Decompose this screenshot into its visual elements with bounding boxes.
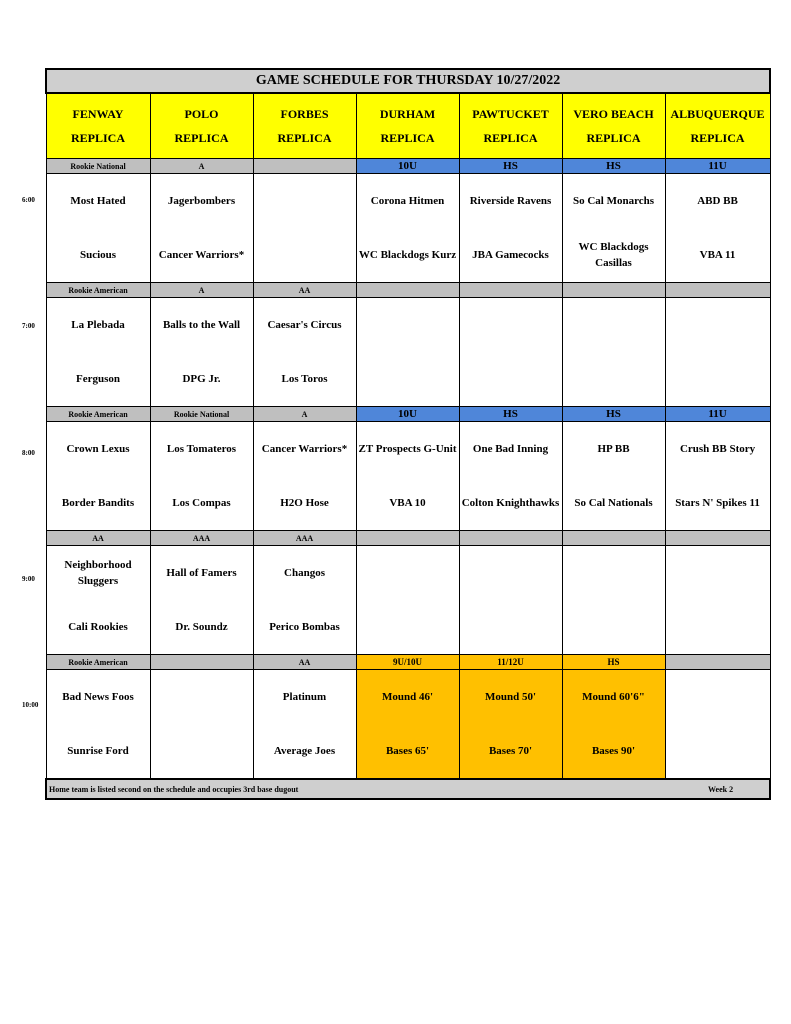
division-label	[562, 283, 665, 298]
field-header: DURHAM REPLICA	[356, 93, 459, 159]
field-header: POLO REPLICA	[150, 93, 253, 159]
division-label: 9U/10U	[356, 655, 459, 670]
mound-distance: Mound 50'	[484, 691, 537, 703]
home-team: Border Bandits	[61, 497, 135, 509]
game-cell	[665, 546, 770, 655]
time-label: 8:00	[22, 449, 35, 457]
away-team	[460, 546, 562, 600]
away-team: Most Hated	[70, 195, 126, 207]
away-team: Changos	[284, 567, 325, 579]
away-team	[357, 298, 459, 352]
home-team	[666, 600, 770, 654]
away-team: HP BB	[597, 443, 630, 455]
division-label: 11/12U	[459, 655, 562, 670]
game-cell	[665, 670, 770, 780]
division-label: AA	[253, 283, 356, 298]
game-cell	[356, 174, 459, 283]
division-label: Rookie National	[150, 407, 253, 422]
division-label	[459, 283, 562, 298]
base-distance: Bases 90'	[591, 745, 636, 757]
home-team: Cancer Warriors*	[158, 249, 245, 261]
away-team	[666, 546, 770, 600]
home-team	[151, 724, 253, 778]
game-cell	[150, 298, 253, 407]
game-cell	[356, 422, 459, 531]
game-cell	[46, 670, 150, 780]
field-header: ALBUQUERQUE REPLICA	[665, 93, 770, 159]
field-dimensions-cell	[459, 670, 562, 780]
division-label	[356, 283, 459, 298]
division-label: A	[150, 159, 253, 174]
game-cell	[459, 174, 562, 283]
game-cell	[46, 298, 150, 407]
division-label: HS	[562, 407, 665, 422]
home-team	[563, 352, 665, 406]
away-team	[151, 670, 253, 724]
game-cell	[562, 174, 665, 283]
away-team: Crush BB Story	[679, 443, 756, 455]
away-team	[254, 174, 356, 228]
division-label: HS	[562, 159, 665, 174]
time-label: 9:00	[22, 575, 35, 583]
mound-distance: Mound 46'	[381, 691, 434, 703]
home-team: DPG Jr.	[182, 373, 221, 385]
home-team: Dr. Soundz	[175, 621, 228, 633]
game-cell	[150, 670, 253, 780]
division-label: A	[150, 283, 253, 298]
home-team: Perico Bombas	[269, 621, 340, 633]
away-team: Bad News Foos	[62, 691, 134, 703]
home-team: Los Toros	[281, 373, 328, 385]
game-cell	[46, 422, 150, 531]
home-team: JBA Gamecocks	[472, 249, 549, 261]
home-team	[666, 352, 770, 406]
home-team: VBA 11	[699, 249, 736, 261]
game-cell	[665, 298, 770, 407]
away-team	[666, 298, 770, 352]
home-team: WC Blackdogs Casillas	[578, 241, 649, 269]
division-label: AA	[46, 531, 150, 546]
time-label: 10:00	[22, 701, 39, 709]
division-label: HS	[459, 407, 562, 422]
division-label: Rookie National	[46, 159, 150, 174]
away-team	[460, 298, 562, 352]
home-team	[563, 600, 665, 654]
time-label: 7:00	[22, 322, 35, 330]
footer-bar	[46, 779, 770, 799]
home-team	[357, 600, 459, 654]
game-cell	[459, 422, 562, 531]
game-cell	[665, 422, 770, 531]
division-label	[356, 531, 459, 546]
division-label	[665, 283, 770, 298]
away-team	[357, 546, 459, 600]
game-cell	[562, 298, 665, 407]
game-cell	[459, 546, 562, 655]
home-team: H2O Hose	[280, 497, 329, 509]
game-cell	[253, 670, 356, 780]
division-label: 11U	[665, 159, 770, 174]
division-label	[665, 531, 770, 546]
home-team: Sunrise Ford	[67, 745, 129, 757]
away-team: One Bad Inning	[472, 443, 549, 455]
division-label: 11U	[665, 407, 770, 422]
home-team: Los Compas	[172, 497, 231, 509]
division-label: AA	[253, 655, 356, 670]
division-label	[253, 159, 356, 174]
game-cell	[665, 174, 770, 283]
division-label: HS	[459, 159, 562, 174]
page-title: GAME SCHEDULE FOR THURSDAY 10/27/2022	[46, 69, 770, 93]
away-team	[666, 670, 770, 724]
time-label: 6:00	[22, 196, 35, 204]
home-team: VBA 10	[389, 497, 426, 509]
away-team: Cancer Warriors*	[261, 443, 348, 455]
home-team: Colton Knighthawks	[461, 497, 560, 509]
home-team	[460, 600, 562, 654]
division-label: AAA	[253, 531, 356, 546]
away-team: ABD BB	[697, 195, 738, 207]
away-team	[563, 546, 665, 600]
away-team: Caesar's Circus	[267, 319, 342, 331]
division-label: HS	[562, 655, 665, 670]
division-label	[562, 531, 665, 546]
away-team: So Cal Monarchs	[572, 195, 655, 207]
base-distance: Bases 65'	[385, 745, 430, 757]
field-header: FORBES REPLICA	[253, 93, 356, 159]
home-team: Sucious	[79, 249, 117, 261]
game-cell	[356, 298, 459, 407]
home-team	[254, 228, 356, 282]
division-label	[459, 531, 562, 546]
game-cell	[562, 422, 665, 531]
field-dimensions-cell	[562, 670, 665, 780]
away-team: Hall of Famers	[166, 567, 237, 579]
away-team: Balls to the Wall	[162, 319, 241, 331]
home-team: Ferguson	[76, 373, 120, 385]
game-cell	[46, 546, 150, 655]
away-team: Jagerbombers	[167, 195, 236, 207]
field-dimensions-cell	[356, 670, 459, 780]
division-label: AAA	[150, 531, 253, 546]
field-header: VERO BEACH REPLICA	[562, 93, 665, 159]
away-team: Platinum	[282, 691, 327, 703]
away-team: Neighborhood Sluggers	[64, 559, 132, 587]
game-cell	[356, 546, 459, 655]
away-team: Crown Lexus	[66, 443, 130, 455]
division-label: A	[253, 407, 356, 422]
game-cell	[562, 546, 665, 655]
division-label: Rookie American	[46, 283, 150, 298]
home-team	[357, 352, 459, 406]
home-team: So Cal Nationals	[574, 497, 653, 509]
division-label: Rookie American	[46, 655, 150, 670]
home-team: Cali Rookies	[68, 621, 128, 633]
game-cell	[46, 174, 150, 283]
game-cell	[150, 422, 253, 531]
division-label: 10U	[356, 159, 459, 174]
footer-note: Home team is listed second on the schedule and occupies 3rd base dugout	[49, 784, 299, 794]
away-team: ZT Prospects G-Unit	[358, 443, 457, 455]
game-cell	[253, 546, 356, 655]
game-cell	[253, 298, 356, 407]
away-team: Riverside Ravens	[469, 195, 552, 207]
home-team: Average Joes	[273, 745, 336, 757]
week-label: Week 2	[707, 784, 734, 794]
game-cell	[253, 422, 356, 531]
away-team: La Plebada	[71, 319, 125, 331]
home-team	[666, 724, 770, 778]
home-team: Stars N' Spikes 11	[675, 497, 760, 509]
division-label	[665, 655, 770, 670]
game-cell	[253, 174, 356, 283]
field-header: PAWTUCKET REPLICA	[459, 93, 562, 159]
game-cell	[150, 546, 253, 655]
division-label	[150, 655, 253, 670]
division-label: Rookie American	[46, 407, 150, 422]
schedule-table	[45, 68, 771, 800]
home-team: WC Blackdogs Kurz	[358, 249, 457, 261]
away-team	[563, 298, 665, 352]
game-cell	[459, 298, 562, 407]
away-team: Los Tomateros	[166, 443, 237, 455]
base-distance: Bases 70'	[488, 745, 533, 757]
field-header: FENWAY REPLICA	[46, 93, 150, 159]
away-team: Corona Hitmen	[370, 195, 445, 207]
game-cell	[150, 174, 253, 283]
mound-distance: Mound 60'6"	[582, 691, 645, 703]
division-label: 10U	[356, 407, 459, 422]
home-team	[460, 352, 562, 406]
